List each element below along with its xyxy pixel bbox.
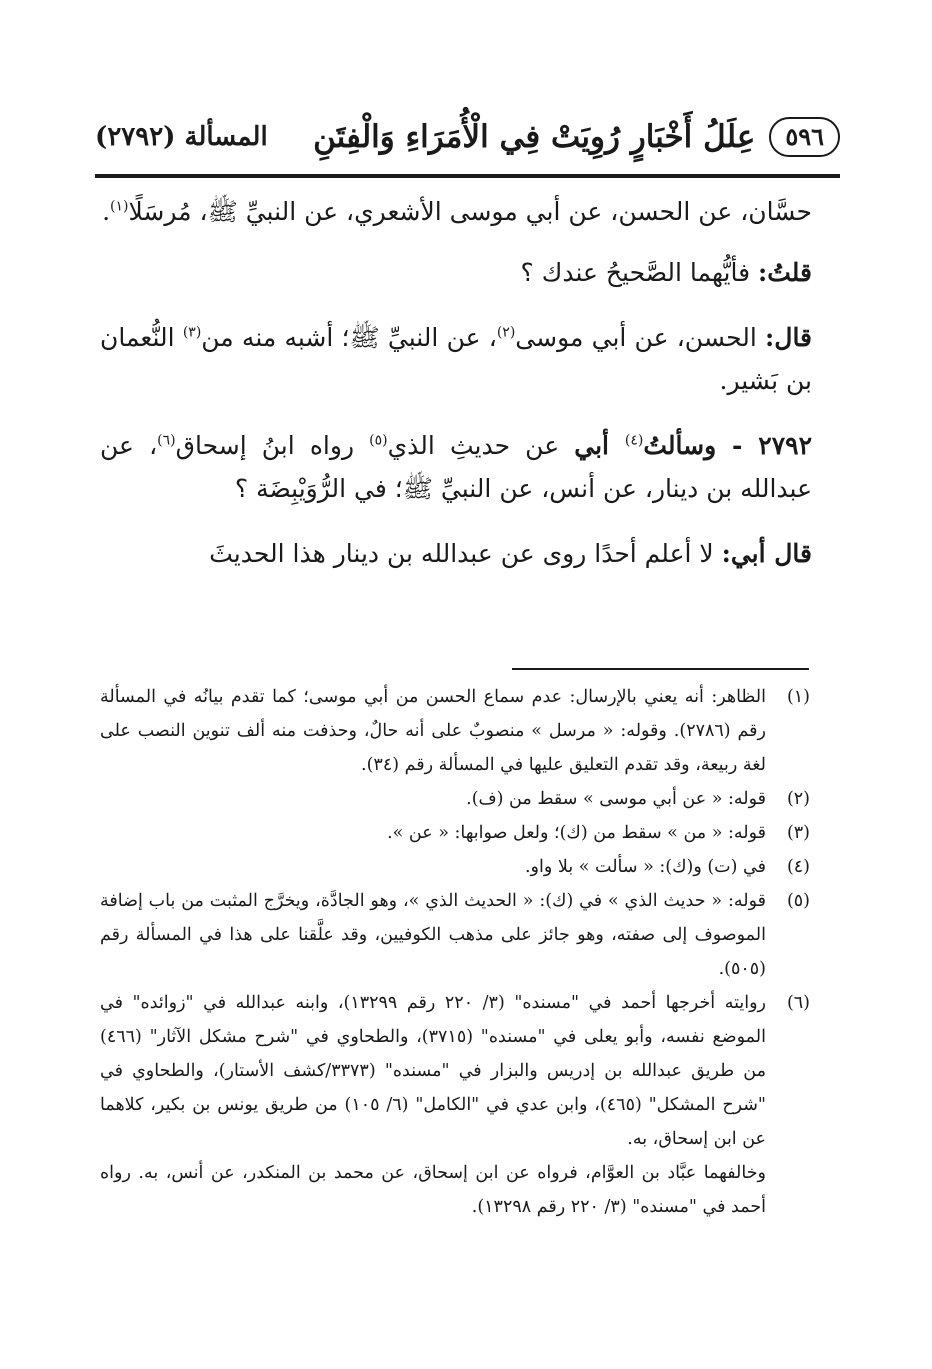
footnote-number: (٢) — [786, 789, 810, 809]
text-run: النُّعمان بن بَشير. — [100, 323, 812, 395]
footnote-number: (٣) — [786, 823, 810, 843]
paragraph — [100, 251, 812, 294]
header-title-group — [313, 117, 840, 157]
footnote-text: روايته أخرجها أحمد في "مسنده" (٣/ ٢٢٠ رقم ١٣٢٩٩)، وابنه عبدالله في "زوائده" في الموضع نفسه، وأبو يعلى في "مسنده" (٣٧١٥)، والطحاوي في "شرح مشكل الآثار" (٤٦٦) من طريق عبدالله بن إدريس والبزار في "مسنده" (٣٣٧٣/كشف الأستار)، والطحاوي في "شرح المشكل" (٤٦٥)، وابن عدي في "الكامل" (٦/ ١٠٥) من طريق يونس بن بكير، كلاهما عن ابن إسحاق، به. — [100, 993, 767, 1149]
text-run: ، عن عبدالله بن دينار، عن أنس، عن النبيِّ ﷺ؛ في الرُّوَيْبِضَة ؟ — [100, 431, 812, 503]
paragraph — [100, 424, 812, 510]
page-header — [95, 112, 840, 162]
footnotes — [100, 680, 810, 1224]
footnote-text: قوله: « عن أبي موسى » سقط من (ف). — [466, 789, 766, 809]
footnote-text: الظاهر: أنه يعني بالإرسال: عدم سماع الحسن من أبي موسى؛ كما تقدم بيانُه في المسألة رقم (٢٧٨٦). وقوله: « مرسل » منصوبٌ على أنه حالٌ، وحذفت منه ألف تنوين النصب على لغة ربيعة، وقد تقدم التعليق عليها في المسألة رقم (٣٤). — [100, 687, 767, 775]
main-text — [100, 190, 812, 597]
speaker-label: أبي — [574, 431, 625, 460]
footnote-item — [100, 782, 810, 816]
footnote-ref: (٦) — [157, 432, 176, 449]
text-run: رواه ابنُ إسحاق — [175, 431, 370, 460]
footnote-continuation: وخالفهما عبَّاد بن العوَّام، فرواه عن ابن إسحاق، عن محمد بن المنكدر، عن أنس، به. رواه أحمد في "مسنده" (٣/ ٢٢٠ رقم ١٣٢٩٨). — [100, 1163, 766, 1217]
footnote-number: (٦) — [786, 993, 810, 1013]
footnote-number: (١) — [786, 687, 810, 707]
book-title: عِلَلُ أَخْبَارٍ رُوِيَتْ فِي الْأُمَرَاءِ وَالْفِتَنِ — [313, 119, 756, 155]
footnote-text: في (ت) و(ك): « سألت » بلا واو. — [524, 857, 766, 877]
footnote-number: (٤) — [786, 857, 810, 877]
speaker-label: قال أبي: — [721, 539, 812, 568]
footnote-ref: (٣) — [182, 324, 202, 341]
footnote-ref: (٥) — [369, 432, 388, 449]
footnote-item — [100, 680, 810, 782]
page-number: ٥٩٦ — [769, 117, 840, 157]
text-run: ، عن النبيِّ ﷺ؛ أشبه منه من — [201, 323, 497, 352]
text-run: فأيُّهما الصَّحيحُ عندك ؟ — [520, 258, 758, 287]
footnote-item — [100, 986, 810, 1156]
footnote-item — [100, 884, 810, 986]
speaker-label: قلتُ: — [757, 258, 812, 287]
footnote-item — [100, 816, 810, 850]
text-run: عن حديثِ الذي — [387, 431, 575, 460]
footnote-text: قوله: « من » سقط من (ك)؛ ولعل صوابها: « عن ». — [387, 823, 766, 843]
footnote-separator — [512, 668, 809, 670]
header-rule — [95, 174, 840, 178]
issue-label: المسألة (٢٧٩٢) — [95, 122, 268, 152]
text-run: الحسن، عن أبي موسى — [515, 323, 766, 352]
paragraph — [100, 316, 812, 402]
footnote-number: (٥) — [786, 891, 810, 911]
text-run: . — [102, 197, 111, 226]
footnote-ref: (٤) — [624, 432, 644, 449]
paragraph — [100, 532, 812, 575]
paragraph — [100, 190, 812, 233]
footnote-ref: (١) — [110, 198, 129, 215]
issue-number: ٢٧٩٢ - وسألتُ — [643, 431, 812, 460]
footnote-item — [100, 850, 810, 884]
footnote-text: قوله: « حديث الذي » في (ك): « الحديث الذي »، وهو الجادَّة، ويخرَّج المثبت من باب إضافة الموصوف إلى صفته، وهو جائز على مذهب الكوفيين، وقد علَّقنا على هذا في المسألة رقم (٥٠٥). — [100, 891, 766, 979]
speaker-label: قال: — [765, 323, 813, 352]
text-run: لا أعلم أحدًا روى عن عبدالله بن دينار هذا الحديثَ — [209, 539, 722, 568]
footnote-ref: (٢) — [496, 324, 516, 341]
text-run: حسَّان، عن الحسن، عن أبي موسى الأشعري، عن النبيِّ ﷺ، مُرسَلًا — [128, 197, 812, 226]
